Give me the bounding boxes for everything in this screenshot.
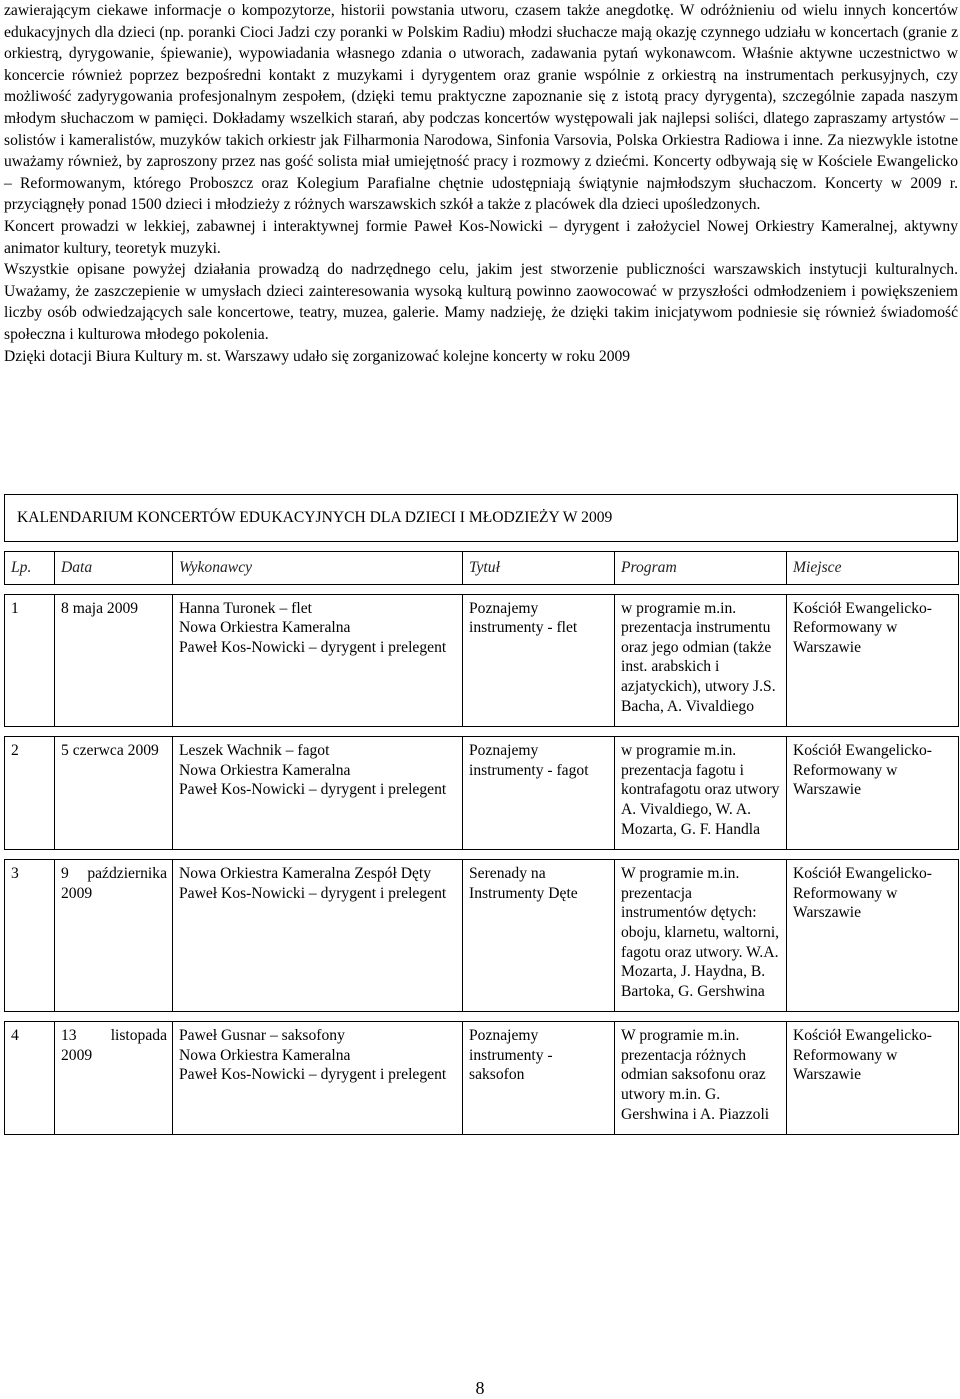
header-performers: Wykonawcy xyxy=(173,552,463,585)
cell-performers xyxy=(173,1022,463,1135)
header-date: Data xyxy=(55,552,173,585)
cell-program: W programie m.in. prezentacja różnych odmian saksofonu oraz utwory m.in. G. Gershwina i A. Piazzoli xyxy=(615,1022,787,1135)
header-lp: Lp. xyxy=(5,552,55,585)
calendar-title: KALENDARIUM KONCERTÓW EDUKACYJNYCH DLA DZIECI I MŁODZIEŻY W 2009 xyxy=(4,494,958,542)
cell-lp: 2 xyxy=(5,737,55,850)
cell-performers xyxy=(173,594,463,727)
document-body xyxy=(4,0,958,367)
table-row xyxy=(5,1022,959,1135)
cell-program: w programie m.in. prezentacja instrumentu oraz jego odmian (także inst. arabskich i azjatyckich), utwory J.S. Bacha, A. Vivaldiego xyxy=(615,594,787,727)
concert-calendar xyxy=(4,494,958,1135)
cell-lp: 1 xyxy=(5,594,55,727)
header-program: Program xyxy=(615,552,787,585)
cell-program: w programie m.in. prezentacja fagotu i kontrafagotu oraz utwory A. Vivaldiego, W. A. Mozarta, G. F. Handla xyxy=(615,737,787,850)
cell-title: Poznajemy instrumenty - flet xyxy=(463,594,615,727)
performer: Hanna Turonek – flet xyxy=(179,599,312,617)
cell-lp: 4 xyxy=(5,1022,55,1135)
cell-date: 13 listopada 2009 xyxy=(55,1022,173,1135)
page-number: 8 xyxy=(475,1378,485,1398)
table-row xyxy=(5,737,959,850)
paragraph: Wszystkie opisane powyżej działania prowadzą do nadrzędnego celu, jakim jest stworzenie publiczności warszawskich instytucji kulturalnych. Uważamy, że zaszczepienie w umysłach dzieci zainteresowania wysoką kulturą powinno zaowocować w przyszłości odmłodzeniem i powiększeniem liczby osób odwiedzających sale koncertowe, teatry, muzea, galerie. Mamy nadzieję, że dzięki takim inicjatywom podniesie się również świadomość społeczna i kulturowa młodego pokolenia. xyxy=(4,261,958,343)
cell-place: Kościół Ewangelicko-Reformowany w Warszawie xyxy=(787,594,959,727)
cell-performers xyxy=(173,737,463,850)
paragraph: Dzięki dotacji Biura Kultury m. st. Warszawy udało się zorganizować kolejne koncerty w roku 2009 xyxy=(4,347,631,365)
cell-title: Serenady na Instrumenty Dęte xyxy=(463,860,615,1012)
cell-performers xyxy=(173,860,463,1012)
table-row xyxy=(5,860,959,1012)
header-place: Miejsce xyxy=(787,552,959,585)
table-row xyxy=(5,594,959,727)
performer: Paweł Kos-Nowicki – dyrygent i prelegent xyxy=(179,1066,447,1084)
performer: Paweł Kos-Nowicki – dyrygent i prelegent xyxy=(179,781,447,799)
cell-place: Kościół Ewangelicko-Reformowany w Warszawie xyxy=(787,1022,959,1135)
cell-title: Poznajemy instrumenty - fagot xyxy=(463,737,615,850)
performer: Paweł Kos-Nowicki – dyrygent i prelegent xyxy=(179,884,447,902)
performer: Nowa Orkiestra Kameralna xyxy=(179,761,351,779)
performer: Paweł Kos-Nowicki – dyrygent i prelegent xyxy=(179,638,447,656)
performer: Nowa Orkiestra Kameralna xyxy=(179,1046,351,1064)
paragraph: zawierającym ciekawe informacje o kompozytorze, historii powstania utworu, czasem także anegdotkę. W odróżnieniu od wielu innych koncertów edukacyjnych dla dzieci (np. poranki Cioci Jadzi czy poranki w Polskim Radiu) młodzi słuchacze mają okazję czynnego udziału w koncertach (granie z orkiestrą, dyrygowanie, śpiewanie), wypowiadania własnego zdania o utworach, zadawania pytań wykonawcom. Właśnie aktywne uczestnictwo w koncercie również poprzez bezpośredni kontakt z muzykami i dyrygentem oraz granie wspólnie z orkiestrą na instrumentach perkusyjnych, czy możliwość zadyrygowania profesjonalnym zespołem, (dzięki temu praktyczne zapoznanie się z istotą pracy dyrygenta), szczególnie zapada naszym młodym słuchaczom w pamięci. Dokładamy wszelkich starań, aby podczas koncertów występowali jak najlepsi soliści, dlatego zapraszamy artystów – solistów i kameralistów, muzyków takich orkiestr jak Filharmonia Narodowa, Sinfonia Varsovia, Polska Orkiestra Radiowa i inne. Za niezwykle istotne uważamy również, by zaproszony przez nas gość solista miał umiejętność pracy i rozmowy z dziećmi. Koncerty odbywają się w Kościele Ewangelicko – Reformowanym, którego Proboszcz oraz Kolegium Parafialne chętnie udostępniają świątynie najmłodszym słuchaczom. Koncerty w 2009 r. przyciągnęły ponad 1500 dzieci i młodzieży z różnych warszawskich szkół a także z placówek dla dzieci upośledzonych. xyxy=(4,2,958,214)
cell-program: W programie m.in. prezentacja instrumentów dętych: oboju, klarnetu, waltorni, fagotu oraz utwory. W.A. Mozarta, J. Haydna, B. Bartoka, G. Gershwina xyxy=(615,860,787,1012)
body-text xyxy=(4,0,958,367)
performer: Leszek Wachnik – fagot xyxy=(179,742,330,760)
cell-place: Kościół Ewangelicko-Reformowany w Warszawie xyxy=(787,737,959,850)
calendar-table xyxy=(4,551,959,1135)
cell-title: Poznajemy instrumenty - saksofon xyxy=(463,1022,615,1135)
performer: Nowa Orkiestra Kameralna xyxy=(179,619,351,637)
cell-place: Kościół Ewangelicko-Reformowany w Warszawie xyxy=(787,860,959,1012)
table-header-row xyxy=(5,552,959,585)
cell-lp: 3 xyxy=(5,860,55,1012)
cell-date: 5 czerwca 2009 xyxy=(55,737,173,850)
paragraph: Koncert prowadzi w lekkiej, zabawnej i interaktywnej formie Paweł Kos-Nowicki – dyrygent i założyciel Nowej Orkiestry Kameralnej, aktywny animator kultury, teoretyk muzyki. xyxy=(4,217,958,257)
header-title: Tytuł xyxy=(463,552,615,585)
performer: Paweł Gusnar – saksofony xyxy=(179,1027,345,1045)
cell-date: 9 października 2009 xyxy=(55,860,173,1012)
cell-date: 8 maja 2009 xyxy=(55,594,173,727)
performer: Nowa Orkiestra Kameralna Zespół Dęty xyxy=(179,865,432,883)
